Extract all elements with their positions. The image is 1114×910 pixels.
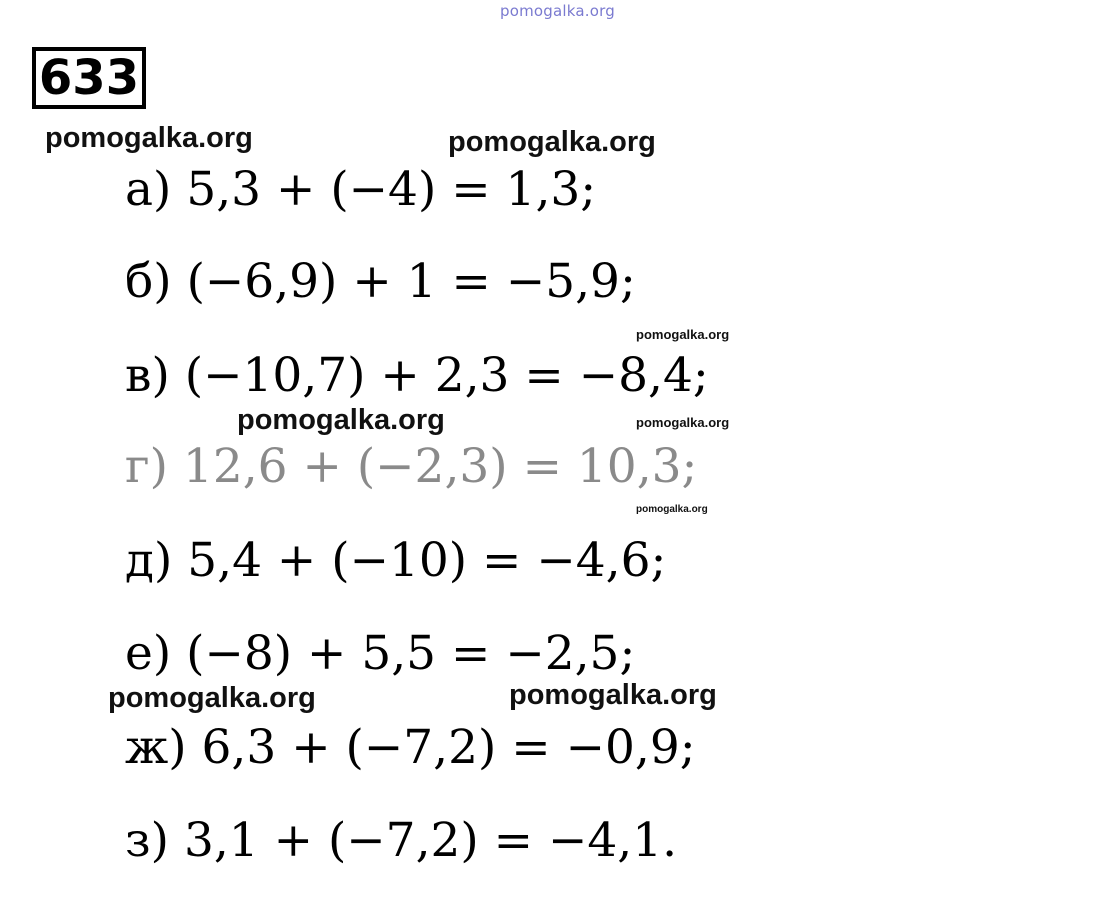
equation-text: 6,3 + (−7,2) = −0,9; <box>201 720 696 775</box>
equation-label: ж) <box>125 720 187 775</box>
equation-d <box>125 533 667 588</box>
watermark: pomogalka.org <box>45 122 253 154</box>
equation-b <box>125 254 636 309</box>
equation-label: в) <box>125 348 170 403</box>
equation-text: (−8) + 5,5 = −2,5; <box>186 626 636 681</box>
equation-text: 12,6 + (−2,3) = 10,3; <box>182 439 698 494</box>
equation-text: (−10,7) + 2,3 = −8,4; <box>184 348 709 403</box>
watermark: pomogalka.org <box>636 504 708 515</box>
equation-g <box>125 439 698 494</box>
equation-text: 3,1 + (−7,2) = −4,1. <box>183 813 678 868</box>
equation-e <box>125 626 636 681</box>
equation-label: д) <box>125 533 173 588</box>
watermark: pomogalka.org <box>448 126 656 158</box>
equation-zh <box>125 720 696 775</box>
equation-label: з) <box>125 813 169 868</box>
watermark: pomogalka.org <box>509 679 717 711</box>
problem-number: 633 <box>32 47 146 109</box>
equation-v <box>125 348 709 403</box>
watermark: pomogalka.org <box>108 682 316 714</box>
watermark: pomogalka.org <box>636 327 730 342</box>
equation-label: г) <box>125 439 168 494</box>
equation-text: (−6,9) + 1 = −5,9; <box>186 254 636 309</box>
equation-label: б) <box>125 254 172 309</box>
equation-label: а) <box>125 162 172 217</box>
equation-text: 5,3 + (−4) = 1,3; <box>186 162 597 217</box>
watermark: pomogalka.org <box>237 404 445 436</box>
equation-text: 5,4 + (−10) = −4,6; <box>187 533 667 588</box>
watermark: pomogalka.org <box>636 415 730 430</box>
equation-z <box>125 813 678 868</box>
equation-a <box>125 162 597 217</box>
site-watermark-top: pomogalka.org <box>500 2 615 20</box>
equation-label: е) <box>125 626 172 681</box>
